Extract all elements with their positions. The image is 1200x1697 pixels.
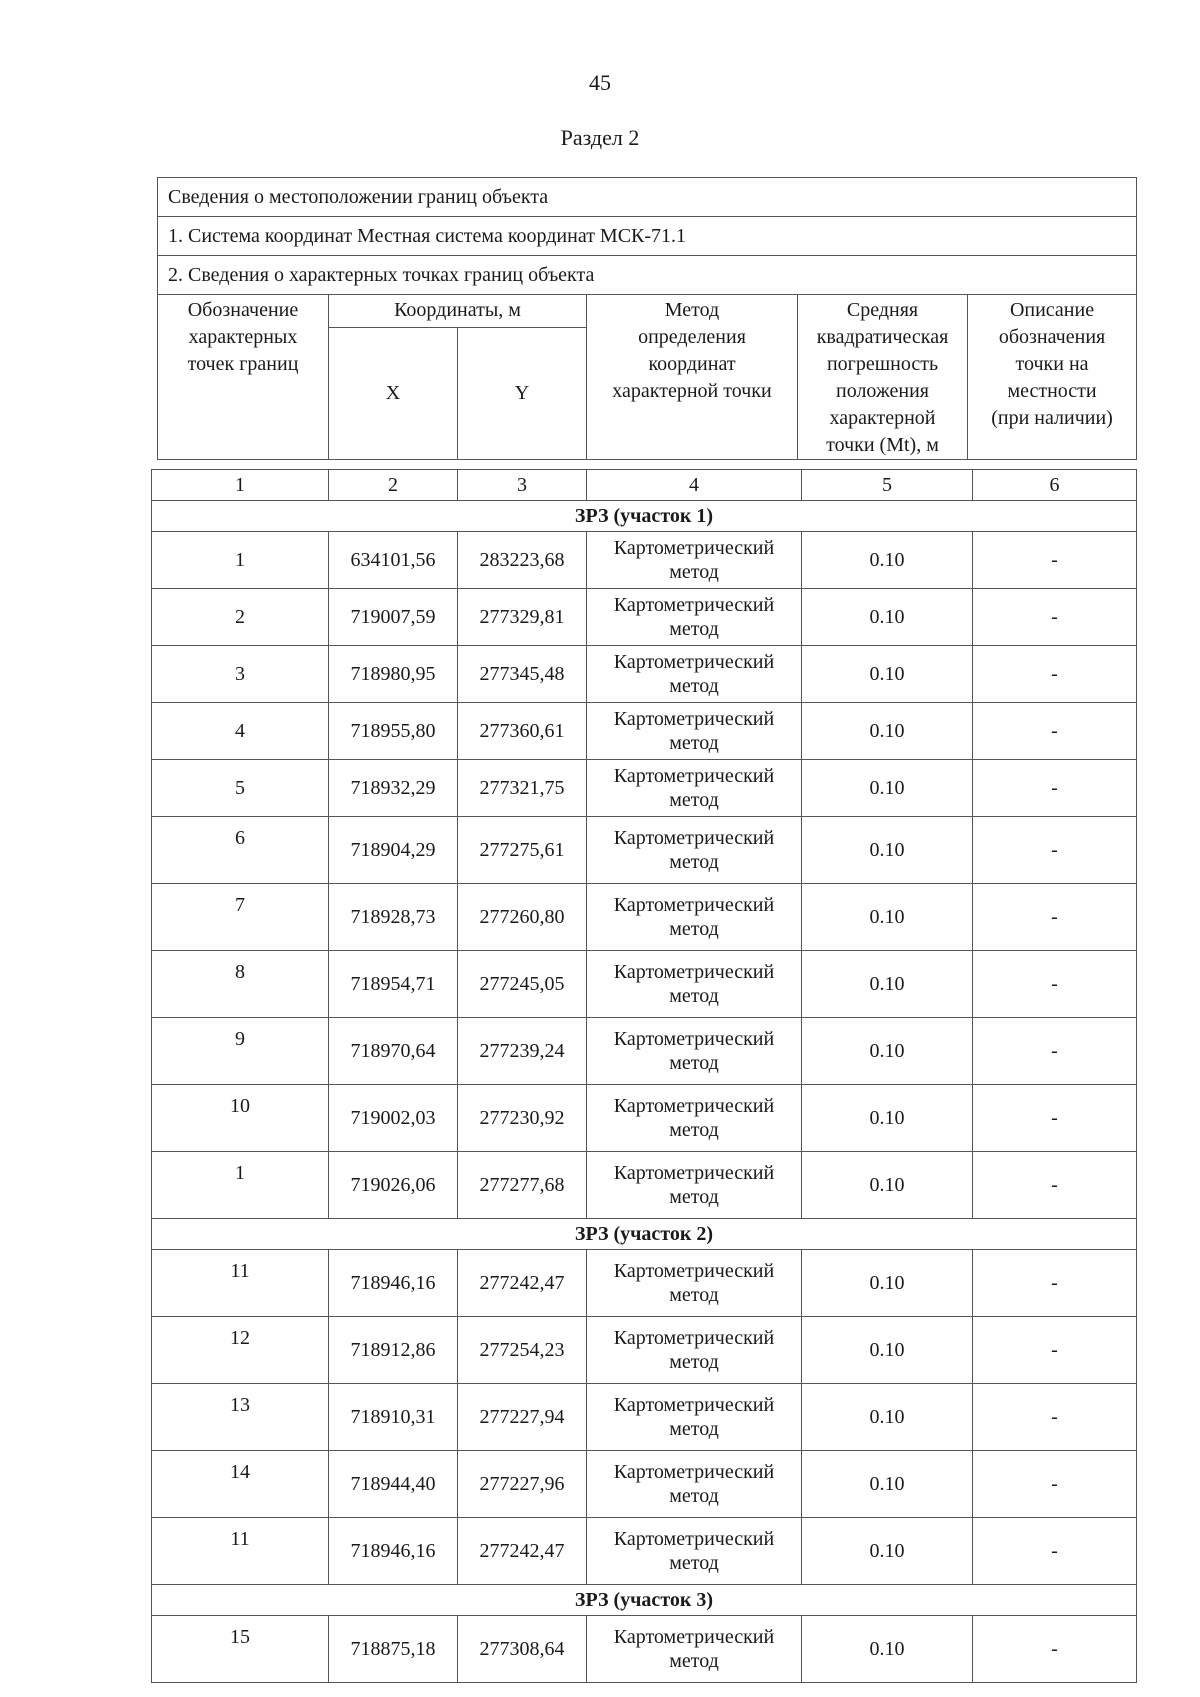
- point-name: 1: [152, 1152, 329, 1219]
- column-header-method: [587, 295, 798, 460]
- table-row: [152, 1518, 1137, 1585]
- coordinate-y: 277260,80: [458, 884, 587, 951]
- point-name: 2: [152, 589, 329, 646]
- point-name: 13: [152, 1384, 329, 1451]
- method-line: Картометрический: [613, 1528, 775, 1550]
- method-line: метод: [669, 789, 719, 811]
- object-boundaries-title: Сведения о местоположении границ объекта: [158, 178, 1137, 217]
- method: [587, 1451, 802, 1518]
- table-row: [152, 532, 1137, 589]
- accuracy-mt: 0.10: [802, 1250, 973, 1317]
- table-row: [152, 1451, 1137, 1518]
- coordinate-y: 277242,47: [458, 1518, 587, 1585]
- method: [587, 589, 802, 646]
- header-line: положения: [836, 380, 929, 402]
- coordinate-x: 718912,86: [329, 1317, 458, 1384]
- point-description: -: [973, 1616, 1137, 1683]
- method: [587, 884, 802, 951]
- point-name: 11: [152, 1250, 329, 1317]
- method: [587, 646, 802, 703]
- accuracy-mt: 0.10: [802, 817, 973, 884]
- header-line: местности: [1007, 380, 1097, 402]
- method: [587, 951, 802, 1018]
- coordinate-x: 718932,29: [329, 760, 458, 817]
- column-header-y: Y: [458, 328, 587, 460]
- header-table: [157, 177, 1137, 460]
- method-line: метод: [669, 1351, 719, 1373]
- column-header-description: [968, 295, 1137, 460]
- coordinate-y: 283223,68: [458, 532, 587, 589]
- coordinate-y: 277275,61: [458, 817, 587, 884]
- coordinates-table: [151, 469, 1137, 1683]
- accuracy-mt: 0.10: [802, 703, 973, 760]
- coordinate-y: 277360,61: [458, 703, 587, 760]
- zone-title: ЗРЗ (участок 2): [152, 1219, 1137, 1250]
- coordinate-x: 718928,73: [329, 884, 458, 951]
- point-description: -: [973, 646, 1137, 703]
- point-description: -: [973, 884, 1137, 951]
- method: [587, 1018, 802, 1085]
- table-row: [152, 817, 1137, 884]
- coordinate-y: 277239,24: [458, 1018, 587, 1085]
- method-line: метод: [669, 1052, 719, 1074]
- accuracy-mt: 0.10: [802, 532, 973, 589]
- point-name: 15: [152, 1616, 329, 1683]
- method-line: Картометрический: [613, 708, 775, 730]
- zone-header-row: [152, 501, 1137, 532]
- points-info-title: 2. Сведения о характерных точках границ объекта: [158, 256, 1137, 295]
- page-number: 45: [589, 70, 611, 95]
- coordinate-x: 718946,16: [329, 1250, 458, 1317]
- coordinate-y: 277308,64: [458, 1616, 587, 1683]
- column-number: 3: [458, 470, 587, 501]
- accuracy-mt: 0.10: [802, 646, 973, 703]
- method-line: метод: [669, 918, 719, 940]
- point-name: 7: [152, 884, 329, 951]
- method: [587, 703, 802, 760]
- header-line: характерной: [829, 407, 936, 429]
- column-number: 2: [329, 470, 458, 501]
- header-line: характерных: [188, 326, 298, 348]
- coordinate-y: 277227,94: [458, 1384, 587, 1451]
- accuracy-mt: 0.10: [802, 884, 973, 951]
- column-header-error: [798, 295, 968, 460]
- table-row: [152, 1018, 1137, 1085]
- column-number: 5: [802, 470, 973, 501]
- method: [587, 532, 802, 589]
- method: [587, 1384, 802, 1451]
- method-line: метод: [669, 618, 719, 640]
- accuracy-mt: 0.10: [802, 760, 973, 817]
- header-line: погрешность: [826, 353, 939, 375]
- method-line: Картометрический: [613, 1260, 775, 1282]
- method-line: метод: [669, 1552, 719, 1574]
- zone-title: ЗРЗ (участок 3): [152, 1585, 1137, 1616]
- method-line: Картометрический: [613, 827, 775, 849]
- method-line: Картометрический: [613, 594, 775, 616]
- accuracy-mt: 0.10: [802, 1018, 973, 1085]
- table-row: [152, 1616, 1137, 1683]
- point-description: -: [973, 817, 1137, 884]
- method-line: метод: [669, 851, 719, 873]
- method: [587, 1250, 802, 1317]
- header-line: Описание: [1009, 299, 1095, 321]
- point-description: -: [973, 1250, 1137, 1317]
- column-header-designation: [158, 295, 329, 460]
- zone-title: ЗРЗ (участок 1): [152, 501, 1137, 532]
- method: [587, 1152, 802, 1219]
- table-row: [152, 1085, 1137, 1152]
- coordinate-y: 277230,92: [458, 1085, 587, 1152]
- coordinate-x: 634101,56: [329, 532, 458, 589]
- column-number: 4: [587, 470, 802, 501]
- coordinate-y: 277277,68: [458, 1152, 587, 1219]
- point-name: 14: [152, 1451, 329, 1518]
- accuracy-mt: 0.10: [802, 1451, 973, 1518]
- table-row: [152, 589, 1137, 646]
- method-line: Картометрический: [613, 1327, 775, 1349]
- point-name: 8: [152, 951, 329, 1018]
- point-name: 11: [152, 1518, 329, 1585]
- point-description: -: [973, 951, 1137, 1018]
- point-name: 1: [152, 532, 329, 589]
- column-number: 1: [152, 470, 329, 501]
- zone-header-row: [152, 1585, 1137, 1616]
- method-line: Картометрический: [613, 537, 775, 559]
- accuracy-mt: 0.10: [802, 1616, 973, 1683]
- point-name: 5: [152, 760, 329, 817]
- coordinate-y: 277254,23: [458, 1317, 587, 1384]
- method-line: Картометрический: [613, 1028, 775, 1050]
- method-line: метод: [669, 732, 719, 754]
- table-row: [152, 703, 1137, 760]
- coordinate-x: 718904,29: [329, 817, 458, 884]
- point-name: 3: [152, 646, 329, 703]
- coordinate-y: 277329,81: [458, 589, 587, 646]
- method: [587, 1616, 802, 1683]
- coordinate-y: 277321,75: [458, 760, 587, 817]
- method-line: Картометрический: [613, 765, 775, 787]
- accuracy-mt: 0.10: [802, 1384, 973, 1451]
- coordinate-system: 1. Система координат Местная система координат МСК-71.1: [158, 217, 1137, 256]
- coordinate-x: 718980,95: [329, 646, 458, 703]
- table-row: [152, 1317, 1137, 1384]
- point-name: 12: [152, 1317, 329, 1384]
- table-row: [152, 1152, 1137, 1219]
- method-line: метод: [669, 1284, 719, 1306]
- table-row: [152, 1384, 1137, 1451]
- point-name: 4: [152, 703, 329, 760]
- method-line: метод: [669, 985, 719, 1007]
- method-line: Картометрический: [613, 1394, 775, 1416]
- point-description: -: [973, 532, 1137, 589]
- point-name: 10: [152, 1085, 329, 1152]
- table-row: [152, 951, 1137, 1018]
- method-line: Картометрический: [613, 961, 775, 983]
- column-header-x: X: [329, 328, 458, 460]
- accuracy-mt: 0.10: [802, 1317, 973, 1384]
- header-line: точки на: [1015, 353, 1089, 375]
- method-line: метод: [669, 1418, 719, 1440]
- point-description: -: [973, 1018, 1137, 1085]
- coordinate-x: 718910,31: [329, 1384, 458, 1451]
- header-line: (при наличии): [991, 407, 1113, 429]
- accuracy-mt: 0.10: [802, 951, 973, 1018]
- coordinate-x: 719026,06: [329, 1152, 458, 1219]
- point-description: -: [973, 1317, 1137, 1384]
- coordinate-x: 718955,80: [329, 703, 458, 760]
- header-line: квадратическая: [816, 326, 949, 348]
- method-line: Картометрический: [613, 1626, 775, 1648]
- section-title: Раздел 2: [560, 125, 640, 150]
- method: [587, 1085, 802, 1152]
- point-description: -: [973, 1384, 1137, 1451]
- coordinate-x: 719002,03: [329, 1085, 458, 1152]
- method-line: метод: [669, 1485, 719, 1507]
- point-description: -: [973, 703, 1137, 760]
- table-row: [152, 760, 1137, 817]
- table-row: [152, 646, 1137, 703]
- header-line: определения: [638, 326, 746, 348]
- point-name: 9: [152, 1018, 329, 1085]
- method-line: метод: [669, 1119, 719, 1141]
- accuracy-mt: 0.10: [802, 589, 973, 646]
- coordinate-x: 718944,40: [329, 1451, 458, 1518]
- zone-header-row: [152, 1219, 1137, 1250]
- method-line: Картометрический: [613, 1095, 775, 1117]
- point-description: -: [973, 589, 1137, 646]
- method: [587, 817, 802, 884]
- header-line: обозначения: [998, 326, 1106, 348]
- method-line: метод: [669, 561, 719, 583]
- point-description: -: [973, 1451, 1137, 1518]
- table-row: [152, 884, 1137, 951]
- header-line: Метод: [664, 299, 720, 321]
- column-header-coordinates: Координаты, м: [329, 295, 587, 328]
- point-description: -: [973, 1152, 1137, 1219]
- coordinate-x: 718954,71: [329, 951, 458, 1018]
- coordinate-x: 718875,18: [329, 1616, 458, 1683]
- method-line: Картометрический: [613, 894, 775, 916]
- point-description: -: [973, 760, 1137, 817]
- header-line: координат: [648, 353, 736, 375]
- header-line: точек границ: [187, 353, 299, 375]
- coordinate-y: 277242,47: [458, 1250, 587, 1317]
- coordinate-y: 277345,48: [458, 646, 587, 703]
- header-line: характерной точки: [612, 380, 772, 402]
- column-number-row: [152, 470, 1137, 501]
- coordinate-y: 277245,05: [458, 951, 587, 1018]
- method: [587, 760, 802, 817]
- method-line: метод: [669, 1186, 719, 1208]
- coordinate-y: 277227,96: [458, 1451, 587, 1518]
- coordinate-x: 718946,16: [329, 1518, 458, 1585]
- header-line: Средняя: [846, 299, 919, 321]
- method-line: Картометрический: [613, 1162, 775, 1184]
- method-line: Картометрический: [613, 651, 775, 673]
- method-line: Картометрический: [613, 1461, 775, 1483]
- column-number: 6: [973, 470, 1137, 501]
- header-line: Обозначение: [187, 299, 299, 321]
- method: [587, 1518, 802, 1585]
- accuracy-mt: 0.10: [802, 1085, 973, 1152]
- accuracy-mt: 0.10: [802, 1518, 973, 1585]
- table-row: [152, 1250, 1137, 1317]
- accuracy-mt: 0.10: [802, 1152, 973, 1219]
- header-line: точки (Mt), м: [826, 434, 939, 456]
- method-line: метод: [669, 675, 719, 697]
- method: [587, 1317, 802, 1384]
- coordinate-x: 718970,64: [329, 1018, 458, 1085]
- method-line: метод: [669, 1650, 719, 1672]
- point-description: -: [973, 1518, 1137, 1585]
- point-name: 6: [152, 817, 329, 884]
- coordinate-x: 719007,59: [329, 589, 458, 646]
- point-description: -: [973, 1085, 1137, 1152]
